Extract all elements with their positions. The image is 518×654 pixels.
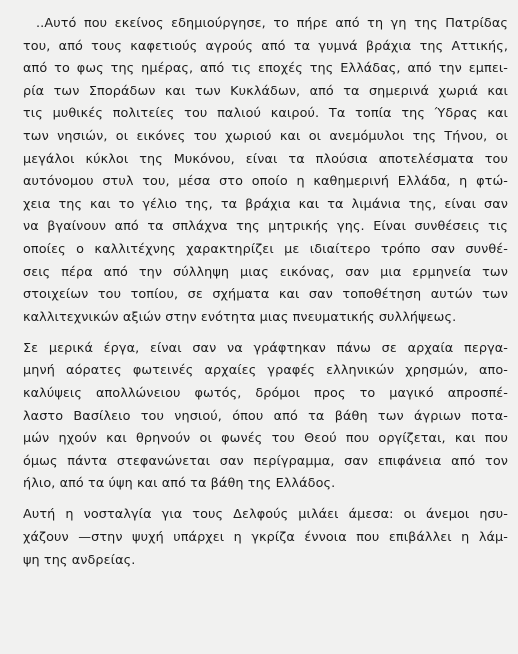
- text-line: Σε μερικά έργα, είναι σαν να γράφτηκαν πάνω σε αρχαία περγα-: [23, 340, 508, 356]
- text-line: τις μυθικές πολιτείες του παλιού καιρού. Τα τοπία της Ύδρας και: [23, 106, 508, 122]
- text-line: μών ηχούν και θρηνούν οι φωνές του Θεού που οργίζεται, και που: [23, 431, 508, 447]
- text-line: του, από τους καφετιούς αγρούς από τα γυμνά βράχια της Αττικής,: [23, 38, 508, 54]
- paragraph-2: [23, 338, 508, 496]
- text-line: ήλιο, από τα ύψη και από τα βάθη της Ελλάδος.: [23, 476, 336, 492]
- text-line: όμως πάντα στεφανώνεται σαν περίγραμμα, σαν επιφάνεια από τον: [23, 453, 508, 469]
- text-line: καλύψεις απολλώνειου φωτός, δρόμοι προς το μαγικό απροσπέ-: [23, 386, 508, 401]
- text-line: σεις πέρα από την σύλληψη μιας εικόνας, σαν μια ερμηνεία των: [23, 264, 508, 280]
- text-line: Αυτή η νοσταλγία για τους Δελφούς μιλάει άμεσα: οι άνεμοι ησυ-: [23, 507, 508, 523]
- text-line: από το φως της ημέρας, από τις εποχές της Ελλάδας, από την εμπει-: [23, 61, 508, 77]
- text-line: ψη της ανδρείας.: [23, 552, 136, 568]
- text-line: λαστο Βασίλειο του νησιού, όπου από τα βάθη των άγριων ποτα-: [23, 408, 508, 424]
- paragraph-3: [23, 504, 508, 572]
- text-line: μεγάλοι κύκλοι της Μυκόνου, είναι τα πλούσια αποτελέσματα του: [23, 151, 508, 167]
- text-line: χάζουν —στην ψυχή υπάρχει η γκρίζα έννοια που επιβάλλει η λάμ-: [23, 530, 508, 546]
- text-line: μηνή αόρατες φωτεινές αρχαίες γραφές ελληνικών χρησμών, απο-: [23, 363, 508, 379]
- text-line: χεια της και το γέλιο της, τα βράχια και τα λιμάνια της, είναι σαν: [23, 196, 508, 212]
- text-line: στοιχείων του τοπίου, σε σχήματα και σαν τοποθέτηση αυτών των: [23, 287, 508, 303]
- text-line: να βγαίνουν από τα σπλάχνα της μητρικής γης. Είναι συνθέσεις τις: [23, 219, 508, 235]
- text-line: οποίες ο καλλιτέχνης χαρακτηρίζει με ιδιαίτερο τρόπο σαν συνθέ-: [23, 241, 508, 257]
- text-line: αυτόνομου στυλ του, μέσα στο οποίο η καθημερινή Ελλάδα, η φτώ-: [23, 174, 508, 190]
- text-line: καλλιτεχνικών αξιών στην ενότητα μιας πνευματικής συλλήψεως.: [23, 309, 457, 325]
- text-line: ρία των Σποράδων και των Κυκλάδων, από τα σημερινά χωριά και: [23, 83, 508, 99]
- text-line: ..Αυτό που εκείνος εδημιούργησε, το πήρε από τη γη της Πατρίδας: [36, 16, 508, 31]
- text-line: των νησιών, οι εικόνες του χωριού και οι ανεμόμυλοι της Τήνου, οι: [23, 128, 508, 144]
- paragraph-1: [23, 13, 508, 329]
